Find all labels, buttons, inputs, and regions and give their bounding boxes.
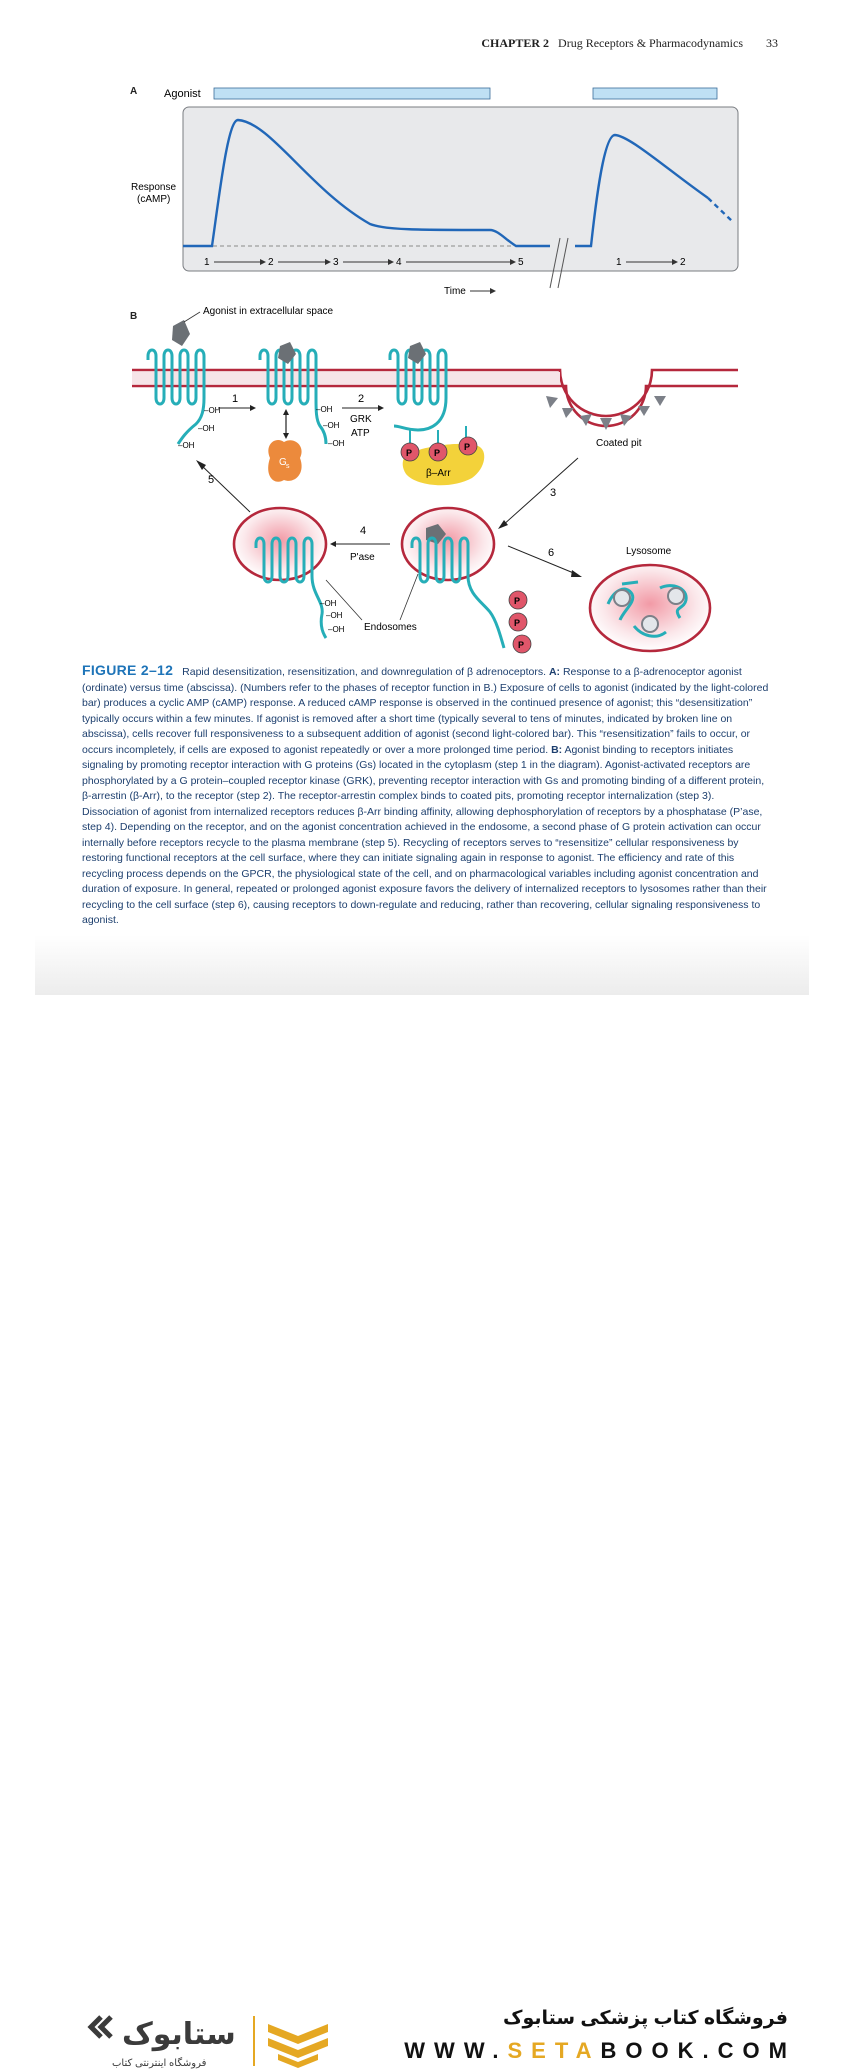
lysosome-label: Lysosome (626, 546, 672, 557)
step4-label: 4 (360, 525, 367, 537)
step3-label: 3 (550, 487, 557, 499)
ylabel-camp: (cAMP) (137, 194, 171, 205)
step5-arrow (200, 464, 250, 512)
phase-label: 1 (616, 257, 622, 268)
caption-b-text: Agonist binding to receptors initiates signaling by promoting receptor interaction with G proteins (Gs) located in the cytoplasm (step 1 in the diagram). Agonist-activated receptors are phosphorylated by a G protein–coupled receptor kinase (GRK), preventing receptor interaction with Gs and promoting binding of a different protein, β-arrestin (β-Arr), to the receptor (step 2). The receptor-arrestin complex binds to coated pits, promoting receptor internalization (step 3). Dissociation of agonist from internalized receptors reduces β-Arr binding affinity, allowing dephosphorylation of receptors by a phosphatase (P’ase, step 4). Depending on the receptor, and on the agonist concentration achieved in the endosome, a second phase of G protein activation can occur internally before receptors recycle to the plasma membrane (step 5). Recycling of receptors serves to “resensitize” cellular responsiveness by restoring functional receptors at the cell surface, where they can initiate signaling again in response to agonist. The efficiency and rate of this recycling process depends on the GPCR, the physiological state of the cell, and on pharmacological variables including agonist concentration and duration of exposure. In general, repeated or prolonged agonist exposure favors the delivery of internalized receptors to lysosomes rather than their recycling to the cell surface (step 6), causing receptors to down-regulate and reducing, rather than recovering, cellular signaling responsiveness to agonist. (82, 743, 767, 926)
oh-group: –OH (178, 441, 195, 450)
store-url (404, 2038, 796, 2064)
oh-group: –OH (328, 625, 345, 634)
grk-label: GRK (350, 414, 372, 425)
step6-arrow (508, 546, 576, 574)
step5-label: 5 (208, 474, 215, 486)
step1-label: 1 (232, 393, 239, 405)
ylabel-response: Response (131, 182, 177, 193)
caption-title: Rapid desensitization, resensitization, and downregulation of β adrenoceptors. (182, 666, 547, 678)
coated-pit-label: Coated pit (596, 438, 642, 449)
phosphate-label: P (406, 448, 413, 458)
coated-pit-clathrin (546, 396, 666, 430)
endosome-internalized (402, 508, 494, 580)
phosphate-label: P (434, 448, 441, 458)
figure-label: FIGURE 2–12 (82, 662, 174, 678)
endosomes-label: Endosomes (364, 622, 417, 633)
oh-group: –OH (204, 406, 221, 415)
phosphate-label: P (514, 618, 521, 628)
store-name: فروشگاه کتاب پزشکی ستابوک (502, 2008, 788, 2029)
step2-label: 2 (358, 393, 365, 405)
caption-a-text: Response to a β-adrenoceptor agonist (ordinate) versus time (abscissa). (Numbers refer to the phases of receptor function in B.) Exposure of cells to agonist (indicated by the light-colored bar) produces a cyclic AMP (cAMP) response. A reduced cAMP response is observed in the continued presence of agonist; this “desensitization” typically occurs within a few minutes. If agonist is removed after a short time (typically several to tens of minutes, indicated by broken line on abscissa), cells recover full responsiveness to a subsequent addition of agonist (second light-colored bar). This “resensitization” fails to occur, or occurs incompletely, if cells are exposed to agonist repeatedly or over a more prolonged time period. (82, 666, 769, 756)
oh-group: –OH (326, 611, 343, 620)
step4-arrowhead (330, 541, 336, 547)
url-suffix: BOOK.COM (600, 2038, 796, 2063)
phosphate-label: P (514, 596, 521, 606)
time-arrowhead (490, 288, 496, 294)
agonist-free (172, 320, 190, 346)
panel-b-letter: B (130, 311, 138, 322)
phase-label: 3 (333, 257, 339, 268)
beta-arrestin-label: β–Arr (426, 468, 451, 479)
page-bottom-fade (35, 935, 809, 995)
step1-arrowhead (250, 405, 256, 411)
agonist-bar-first (214, 88, 490, 99)
receptor-active (260, 350, 326, 444)
pase-label: P'ase (350, 552, 375, 563)
lysosome (590, 565, 710, 651)
phosphate-label: P (518, 640, 525, 650)
caption-a-label: A: (548, 666, 561, 678)
endosomes-pointer-right (400, 574, 418, 620)
figure-caption (82, 663, 772, 929)
panel-a-letter: A (130, 86, 138, 97)
setabook-logo (82, 2010, 332, 2072)
phase-label: 2 (680, 257, 686, 268)
oh-group: –OH (320, 599, 337, 608)
xlabel-time: Time (444, 286, 466, 295)
agonist-extracellular-label: Agonist in extracellular space (203, 306, 334, 317)
url-prefix: WWW. (404, 2038, 508, 2063)
watermark-footer (0, 995, 844, 2069)
oh-group: –OH (323, 421, 340, 430)
agonist-pointer (184, 312, 200, 322)
figure-a-response-graph (120, 80, 760, 295)
gs-label: G (279, 457, 287, 468)
agonist-label: Agonist (164, 88, 201, 100)
logo-text: ستابوک (122, 2018, 236, 2051)
figure-b-receptor-cycle-diagram (120, 298, 750, 668)
oh-group: –OH (198, 424, 215, 433)
phosphate-label: P (464, 442, 471, 452)
phase-label: 4 (396, 257, 402, 268)
gs-subscript: s (286, 463, 290, 470)
chapter-label: CHAPTER 2 (481, 36, 550, 50)
receptor-inactive (148, 350, 204, 444)
chapter-title: Drug Receptors & Pharmacodynamics (558, 36, 743, 50)
phase-label: 1 (204, 257, 210, 268)
agonist-bar-second (593, 88, 717, 99)
step2-arrowhead (378, 405, 384, 411)
phase-label: 5 (518, 257, 524, 268)
page-number: 33 (766, 36, 778, 50)
oh-group: –OH (316, 405, 333, 414)
url-highlight: SETA (507, 2038, 601, 2063)
step6-arrowhead (571, 570, 582, 577)
caption-b-label: B: (551, 743, 563, 756)
atp-label: ATP (351, 428, 370, 439)
page-header (481, 36, 778, 51)
logo-tagline: فروشگاه اینترنتی کتاب (112, 2058, 207, 2069)
step3-arrow (502, 458, 578, 526)
phase-label: 2 (268, 257, 274, 268)
step6-label: 6 (548, 547, 555, 559)
oh-group: –OH (328, 439, 345, 448)
